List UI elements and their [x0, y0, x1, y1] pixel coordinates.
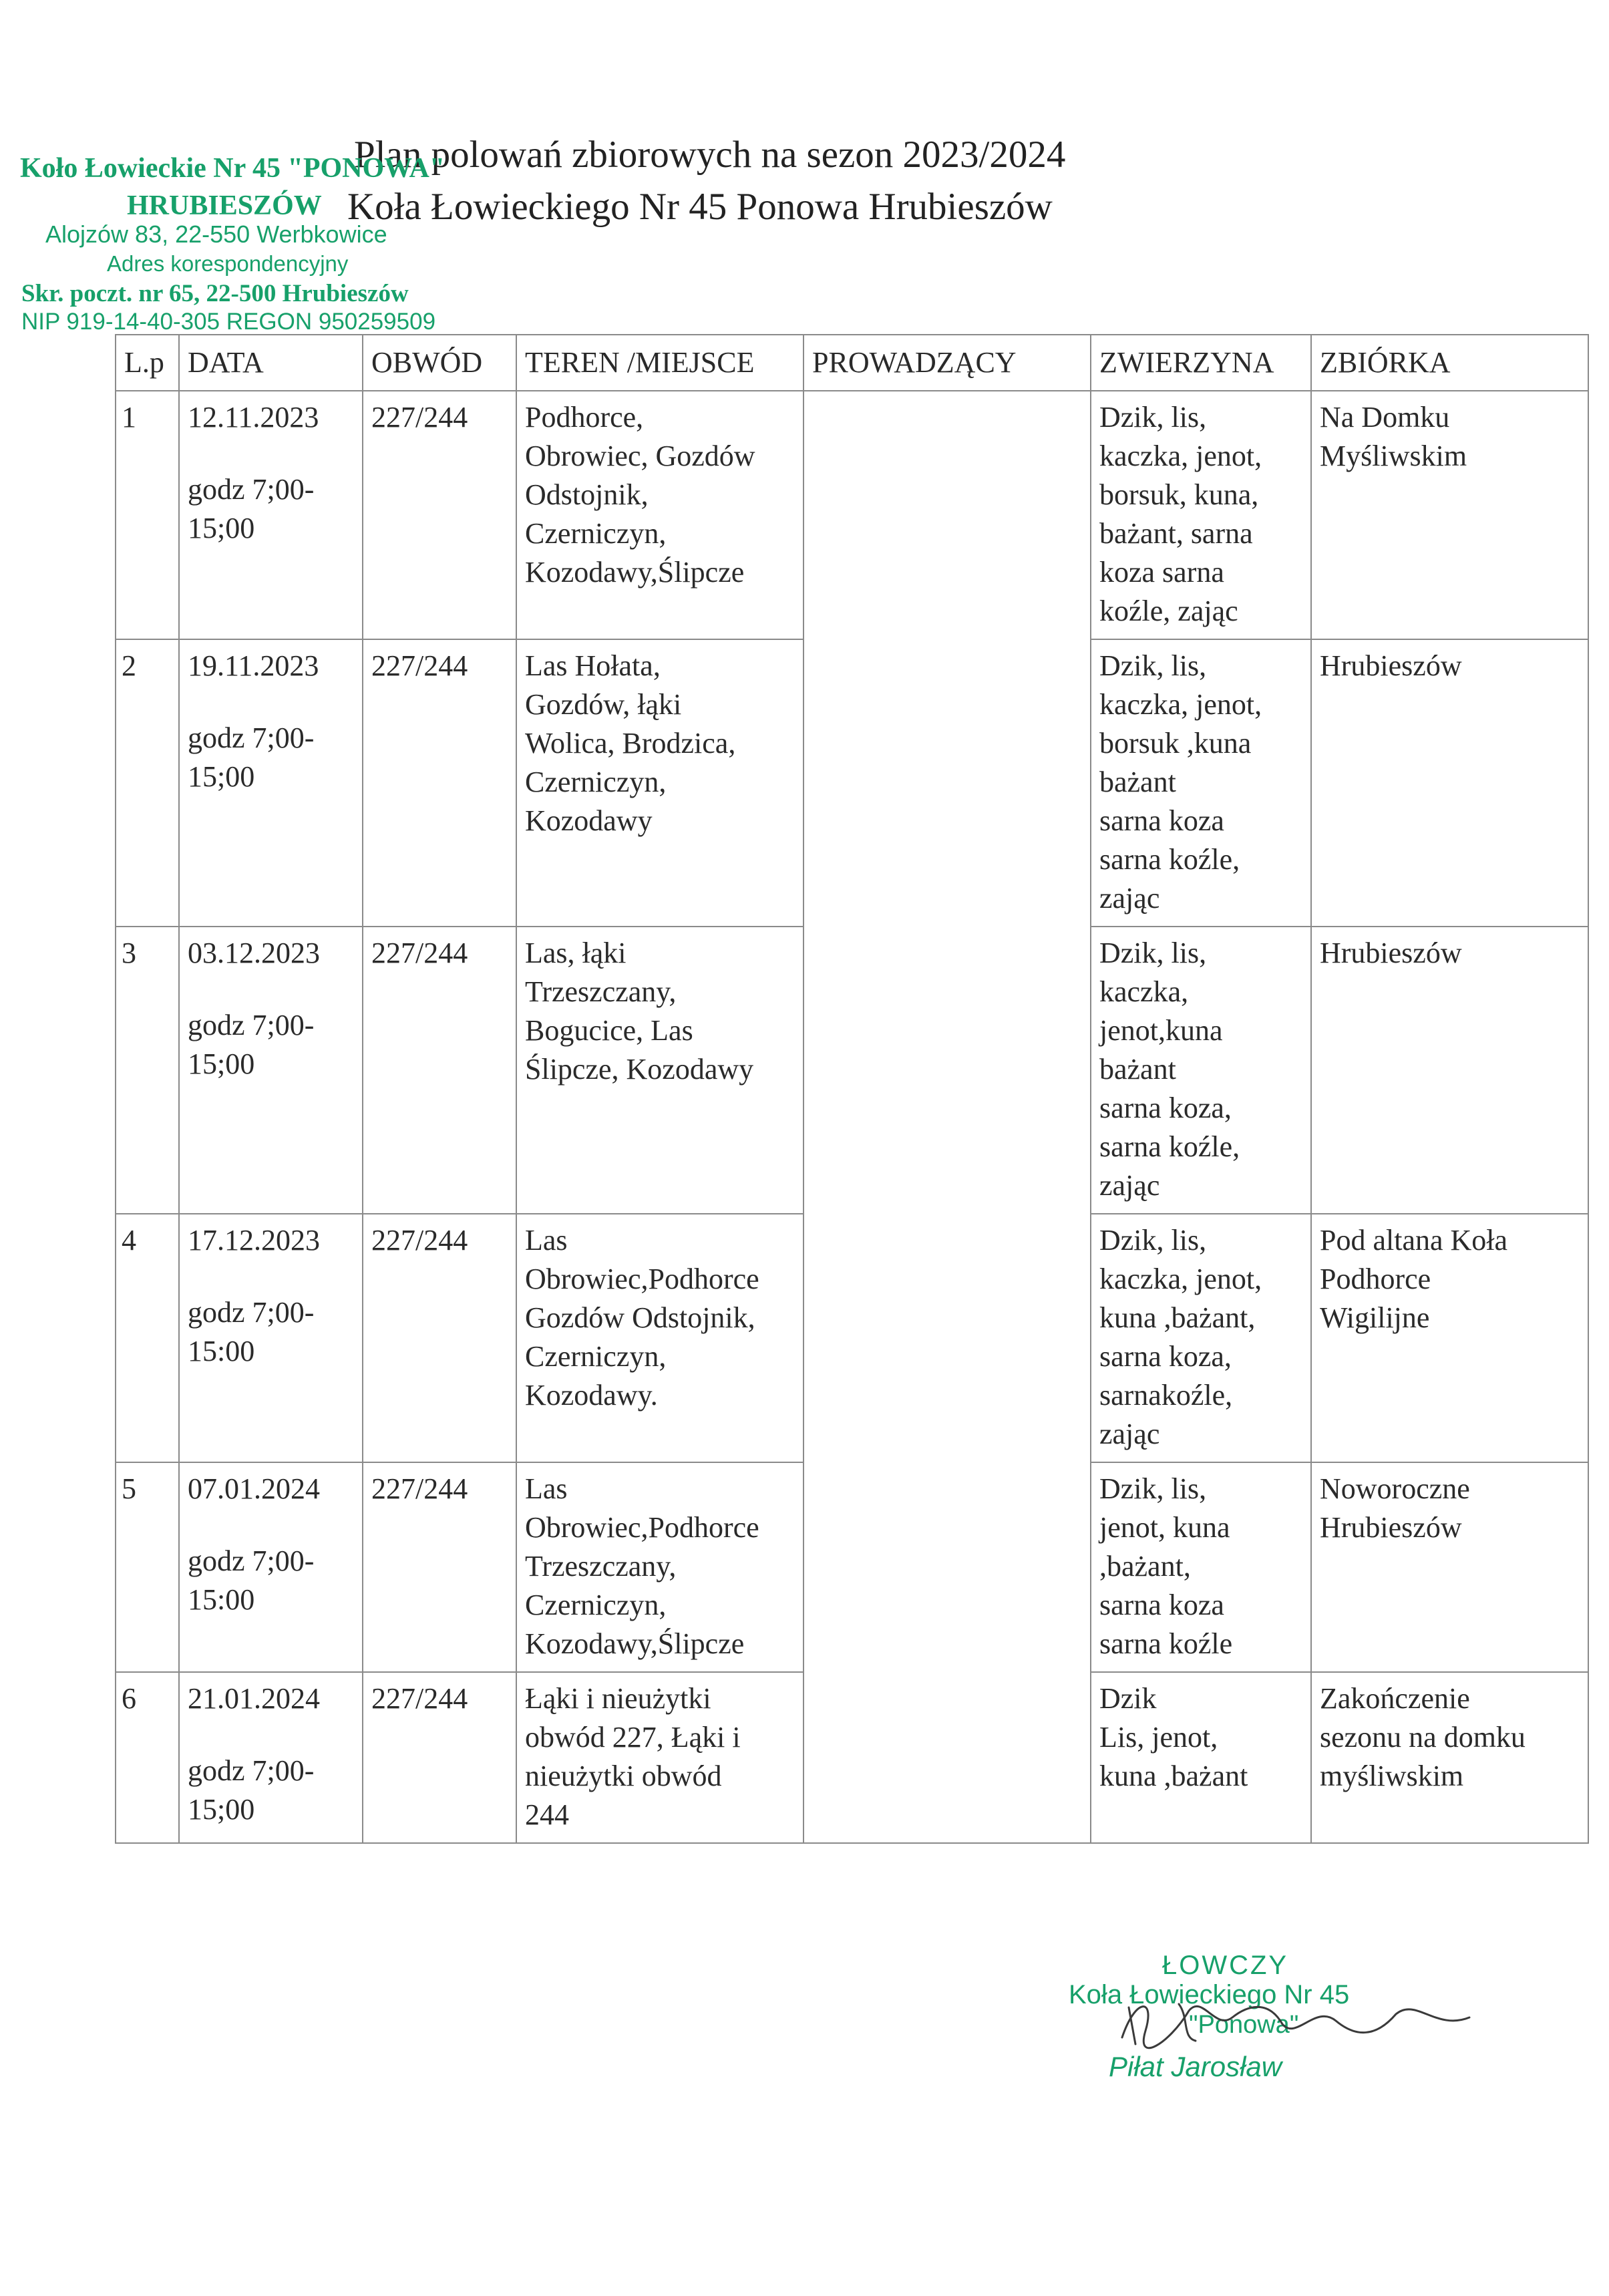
cell-zwierzyna: Dzik Lis, jenot, kuna ,bażant: [1091, 1672, 1311, 1843]
signature-role: ŁOWCZY: [1162, 1951, 1289, 1980]
table-header-row: [116, 335, 1588, 391]
table-row: [116, 639, 1588, 927]
hunt-date: 17.12.2023: [188, 1224, 320, 1257]
hunt-date: 21.01.2024: [188, 1682, 320, 1715]
handwritten-signature: [1115, 1991, 1476, 2051]
cell-obwod: 227/244: [363, 927, 516, 1214]
hunt-date: 03.12.2023: [188, 937, 320, 969]
cell-zbiorka: Na Domku Myśliwskim: [1311, 391, 1588, 639]
signature-stamp: [1062, 1951, 1463, 2098]
cell-teren: Las Hołata, Gozdów, łąki Wolica, Brodzica, Czerniczyn, Kozodawy: [516, 639, 803, 927]
cell-obwod: 227/244: [363, 1462, 516, 1672]
header-lp: L.p: [116, 335, 179, 391]
table-row: [116, 927, 1588, 1214]
hunt-time: godz 7;00- 15;00: [188, 1009, 315, 1080]
table-row: [116, 1214, 1588, 1462]
header-prowadzacy: PROWADZĄCY: [803, 335, 1091, 391]
cell-zbiorka: Hrubieszów: [1311, 639, 1588, 927]
stamp-city: HRUBIESZÓW: [127, 190, 322, 221]
document-subtitle: Koła Łowieckiego Nr 45 Ponowa Hrubieszów: [347, 186, 1053, 228]
table-row: [116, 391, 1588, 639]
stamp-postal-box: Skr. poczt. nr 65, 22-500 Hrubieszów: [21, 280, 409, 307]
cell-zbiorka: Zakończenie sezonu na domku myśliwskim: [1311, 1672, 1588, 1843]
hunt-schedule-table: [115, 334, 1589, 1844]
cell-prowadzacy: [803, 391, 1091, 639]
cell-prowadzacy: [803, 1214, 1091, 1462]
cell-lp: 4: [116, 1214, 179, 1462]
cell-zwierzyna: Dzik, lis, jenot, kuna ,bażant, sarna koza sarna koźle: [1091, 1462, 1311, 1672]
cell-date: [179, 391, 363, 639]
cell-zbiorka: Pod altana Koła Podhorce Wigilijne: [1311, 1214, 1588, 1462]
header-data: DATA: [179, 335, 363, 391]
cell-obwod: 227/244: [363, 639, 516, 927]
cell-lp: 5: [116, 1462, 179, 1672]
cell-obwod: 227/244: [363, 391, 516, 639]
cell-date: [179, 639, 363, 927]
cell-teren: Łąki i nieużytki obwód 227, Łąki i nieużytki obwód 244: [516, 1672, 803, 1843]
stamp-club-name: Koło Łowieckie Nr 45 "PONOWA": [20, 153, 445, 184]
cell-lp: 6: [116, 1672, 179, 1843]
cell-date: [179, 1672, 363, 1843]
cell-obwod: 227/244: [363, 1672, 516, 1843]
cell-date: [179, 1214, 363, 1462]
hunt-time: godz 7;00- 15;00: [188, 1754, 315, 1826]
document-title: Plan polowań zbiorowych na sezon 2023/2024: [354, 134, 1066, 176]
cell-zwierzyna: Dzik, lis, kaczka, jenot,kuna bażant sarna koza, sarna koźle, zając: [1091, 927, 1311, 1214]
cell-lp: 1: [116, 391, 179, 639]
table-row: [116, 1672, 1588, 1843]
stamp-address: Alojzów 83, 22-550 Werbkowice: [45, 220, 387, 248]
signature-club-name: "Ponowa": [1189, 2011, 1299, 2039]
cell-date: [179, 927, 363, 1214]
cell-teren: Las Obrowiec,Podhorce Trzeszczany, Czerniczyn, Kozodawy,Ślipcze: [516, 1462, 803, 1672]
cell-prowadzacy: [803, 639, 1091, 927]
cell-teren: Las Obrowiec,Podhorce Gozdów Odstojnik, Czerniczyn, Kozodawy.: [516, 1214, 803, 1462]
cell-prowadzacy: [803, 1672, 1091, 1843]
cell-zwierzyna: Dzik, lis, kaczka, jenot, kuna ,bażant, sarna koza, sarnakoźle, zając: [1091, 1214, 1311, 1462]
cell-obwod: 227/244: [363, 1214, 516, 1462]
cell-prowadzacy: [803, 1462, 1091, 1672]
hunt-time: godz 7;00- 15:00: [188, 1544, 315, 1616]
cell-zbiorka: Hrubieszów: [1311, 927, 1588, 1214]
cell-date: [179, 1462, 363, 1672]
hunt-date: 07.01.2024: [188, 1472, 320, 1505]
header-zbiorka: ZBIÓRKA: [1311, 335, 1588, 391]
cell-teren: Podhorce, Obrowiec, Gozdów Odstojnik, Czerniczyn, Kozodawy,Ślipcze: [516, 391, 803, 639]
cell-teren: Las, łąki Trzeszczany, Bogucice, Las Ślipcze, Kozodawy: [516, 927, 803, 1214]
header-zwierzyna: ZWIERZYNA: [1091, 335, 1311, 391]
header-obwod: OBWÓD: [363, 335, 516, 391]
signature-club: Koła Łowieckiego Nr 45: [1069, 1980, 1350, 2009]
cell-lp: 3: [116, 927, 179, 1214]
hunt-time: godz 7;00- 15;00: [188, 473, 315, 544]
hunt-time: godz 7;00- 15:00: [188, 1296, 315, 1367]
cell-zwierzyna: Dzik, lis, kaczka, jenot, borsuk, kuna, bażant, sarna koza sarna koźle, zając: [1091, 391, 1311, 639]
table-row: [116, 1462, 1588, 1672]
hunt-date: 19.11.2023: [188, 649, 319, 682]
stamp-tax-ids: NIP 919-14-40-305 REGON 950259509: [21, 309, 436, 335]
hunt-time: godz 7;00- 15;00: [188, 721, 315, 793]
cell-prowadzacy: [803, 927, 1091, 1214]
cell-zbiorka: Noworoczne Hrubieszów: [1311, 1462, 1588, 1672]
hunt-date: 12.11.2023: [188, 401, 319, 434]
cell-lp: 2: [116, 639, 179, 927]
cell-zwierzyna: Dzik, lis, kaczka, jenot, borsuk ,kuna bażant sarna koza sarna koźle, zając: [1091, 639, 1311, 927]
header-teren: TEREN /MIEJSCE: [516, 335, 803, 391]
stamp-correspondence-label: Adres korespondencyjny: [107, 251, 349, 276]
signature-name: Piłat Jarosław: [1109, 2051, 1282, 2082]
